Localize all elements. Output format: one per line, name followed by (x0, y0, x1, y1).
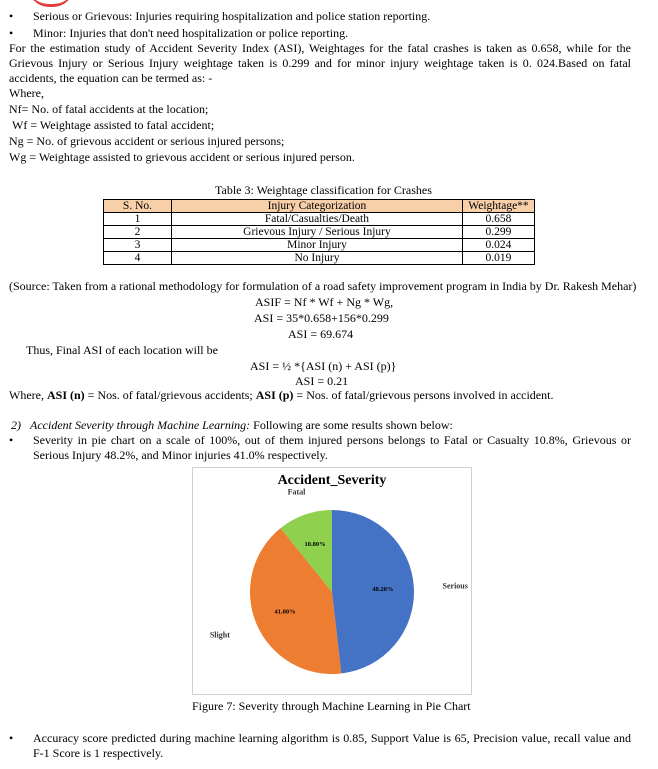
cell-sno: 1 (104, 213, 172, 226)
section-title: Accident Severity through Machine Learning: (30, 418, 251, 432)
cell-category: No Injury (171, 252, 462, 265)
equation-asi-calc: ASI = 35*0.658+156*0.299 (254, 311, 389, 325)
equation-asi-result: ASI = 69.674 (288, 327, 354, 341)
header-sno: S. No. (104, 200, 172, 213)
cell-sno: 4 (104, 252, 172, 265)
def-wf: Wf = Weightage assisted to fatal accident; (12, 118, 215, 132)
table-row (104, 213, 535, 226)
where-definitions (9, 388, 553, 403)
table-source: (Source: Taken from a rational methodology for formulation of a road safety improvement program in India by Dr. Rakesh Mehar) (9, 279, 637, 293)
cell-category: Minor Injury (171, 239, 462, 252)
pie-chart (193, 468, 471, 694)
red-decoration-arc (28, 0, 74, 7)
cell-category: Grievous Injury / Serious Injury (171, 226, 462, 239)
cell-weightage: 0.024 (462, 239, 534, 252)
cell-weightage: 0.658 (462, 213, 534, 226)
thus-text: Thus, Final ASI of each location will be (26, 343, 218, 357)
bullet-pie-description: • Severity in pie chart on a scale of 100%, out of them injured persons belongs to Fatal or Casualty 10.8%, Grievous or Serious Injury 48.2%, and Minor injuries 41.0% respectively. (33, 433, 631, 463)
figure-caption: Figure 7: Severity through Machine Learning in Pie Chart (192, 699, 471, 713)
pie-chart-frame (192, 467, 472, 695)
asi-n-def: = Nos. of fatal/grievous accidents; (84, 388, 256, 402)
table-row (104, 252, 535, 265)
equation-final-value: ASI = 0.21 (295, 374, 349, 388)
section-number: 2) (11, 418, 21, 432)
table-header-row (104, 200, 535, 213)
def-ng: Ng = No. of grievous accident or serious injured persons; (9, 134, 285, 148)
table-title: Table 3: Weightage classification for Crashes (215, 183, 432, 197)
asi-p-def: = Nos. of fatal/grievous persons involved in accident. (293, 388, 554, 402)
section-heading (11, 418, 453, 433)
section-rest: Following are some results shown below: (250, 418, 453, 432)
pie-percent-slight: 41.00% (274, 608, 296, 616)
cell-weightage: 0.019 (462, 252, 534, 265)
header-weightage: Weightage** (462, 200, 534, 213)
cell-category: Fatal/Casualties/Death (171, 213, 462, 226)
weightage-table (103, 199, 535, 265)
where-label: Where, (9, 86, 44, 100)
bullet-accuracy: • Accuracy score predicted during machine learning algorithm is 0.85, Support Value is 65, Precision value, recall value and F-1 Score is 1 respectively. (33, 731, 631, 761)
header-category: Injury Categorization (171, 200, 462, 213)
equation-asif: ASIF = Nf * Wf + Ng * Wg, (255, 295, 394, 309)
pie-percent-serious: 48.20% (372, 586, 394, 594)
table-row (104, 226, 535, 239)
def-wg: Wg = Weightage assisted to grievous accident or serious injured person. (9, 150, 355, 164)
pie-percent-fatal: 10.80% (304, 541, 326, 549)
equation-final-asi: ASI = ½ *{ASI (n) + ASI (p)} (250, 359, 397, 373)
chart-title: Accident_Severity (277, 473, 387, 488)
paragraph-asi: For the estimation study of Accident Severity Index (ASI), Weightages for the fatal crashes is taken as 0.658, while for the Grievous Injury or Serious Injury weightage taken is 0.299 and for minor injury weightage taken is 0. 024.Based on fatal accidents, the equation can be termed as: - (9, 41, 631, 85)
asi-n-label: ASI (n) (46, 388, 85, 402)
asi-p-label: ASI (p) (255, 388, 294, 402)
cell-sno: 2 (104, 226, 172, 239)
pie-label-serious: Serious (442, 581, 468, 591)
def-nf: Nf= No. of fatal accidents at the location; (9, 102, 209, 116)
table-row (104, 239, 535, 252)
pie-label-slight: Slight (209, 630, 230, 640)
cell-weightage: 0.299 (462, 226, 534, 239)
pie-label-fatal: Fatal (287, 487, 306, 497)
bullet-serious: • Serious or Grievous: Injuries requiring hospitalization and police station reporting. (33, 9, 430, 24)
cell-sno: 3 (104, 239, 172, 252)
bullet-minor: • Minor: Injuries that don't need hospitalization or police reporting. (33, 26, 348, 41)
where-prefix: Where, (9, 388, 47, 402)
